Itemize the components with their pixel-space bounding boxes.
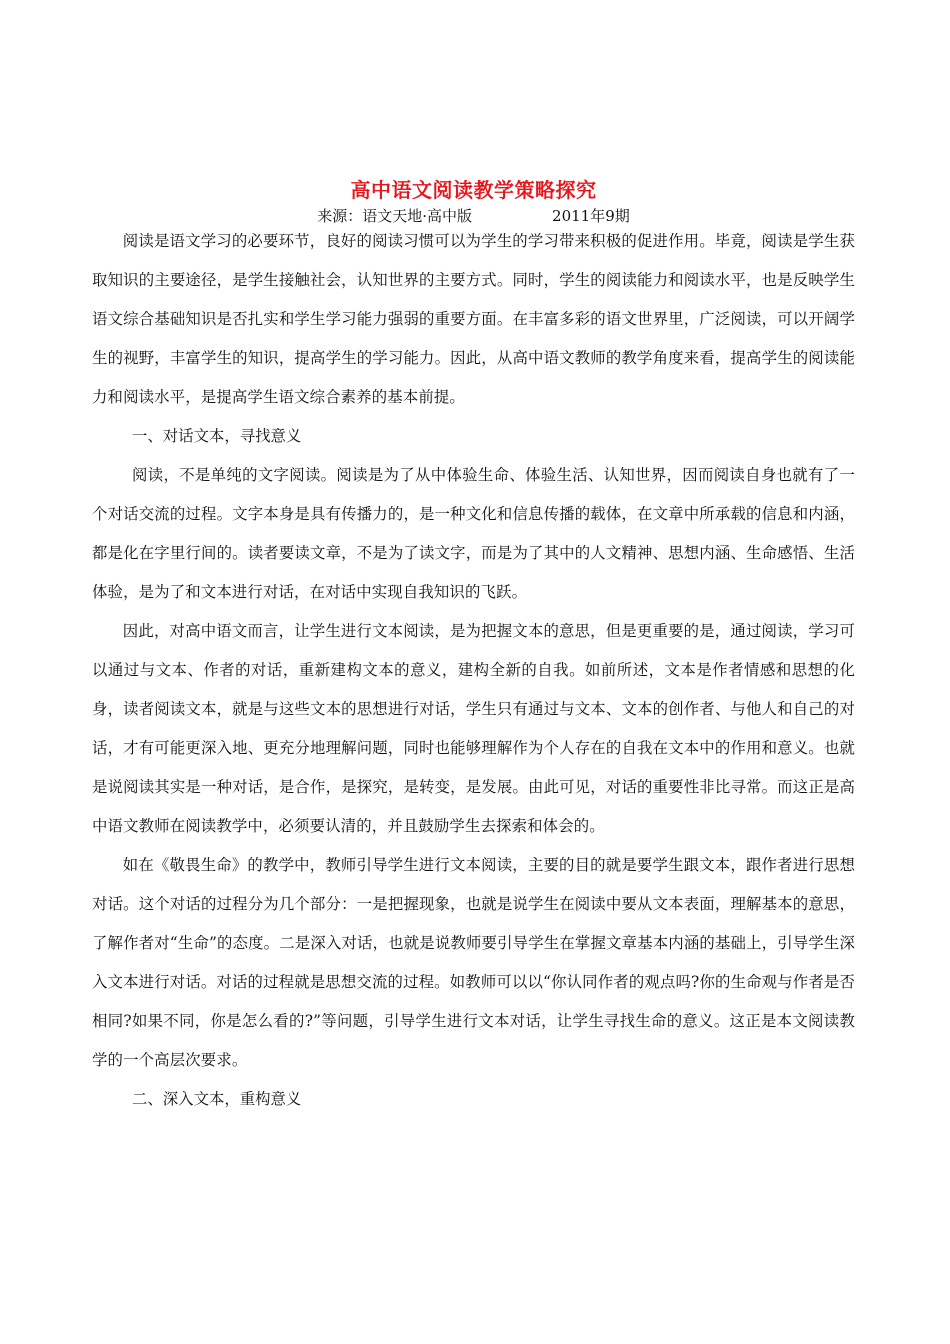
section-heading-1: 一、对话文本，寻找意义 [132,427,302,445]
document-page [92,176,855,1119]
source-label: 来源：语文天地·高中版 [317,207,473,225]
paragraph-intro: 阅读是语文学习的必要环节，良好的阅读习惯可以为学生的学习带来积极的促进作用。毕竟，阅读是学生获取知识的主要途径，是学生接触社会，认知世界的主要方式。同时，学生的阅读能力和阅读水平，也是反映学生语文综合基础知识是否扎实和学生学习能力强弱的重要方面。在丰富多彩的语文世界里，广泛阅读，可以开阔学生的视野，丰富学生的知识，提高学生的学习能力。因此，从高中语文教师的教学角度来看，提高学生的阅读能力和阅读水平，是提高学生语文综合素养的基本前提。 [92,232,855,406]
paragraph-example: 如在《敬畏生命》的教学中，教师引导学生进行文本阅读，主要的目的就是要学生跟文本，跟作者进行思想对话。这个对话的过程分为几个部分：一是把握现象，也就是说学生在阅读中要从文本表面，理解基本的意思，了解作者对“生命”的态度。二是深入对话，也就是说教师要引导学生在掌握文章基本内涵的基础上，引导学生深入文本进行对话。对话的过程就是思想交流的过程。如教师可以以“你认同作者的观点吗?你的生命观与作者是否相同?如果不同，你是怎么看的?”等问题，引导学生进行文本对话，让学生寻找生命的意义。这正是本文阅读教学的一个高层次要求。 [92,856,855,1069]
section-heading-2: 二、深入文本，重构意义 [132,1090,302,1108]
source-issue: 2011年9期 [552,207,630,225]
document-title: 高中语文阅读教学策略探究 [350,178,597,202]
paragraph-dialogue-2: 因此，对高中语文而言，让学生进行文本阅读，是为把握文本的意思，但是更重要的是，通过阅读，学习可以通过与文本、作者的对话，重新建构文本的意义，建构全新的自我。如前所述，文本是作者情感和思想的化身，读者阅读文本，就是与这些文本的思想进行对话，学生只有通过与文本、文本的创作者、与他人和自己的对话，才有可能更深入地、更充分地理解问题，同时也能够理解作为个人存在的自我在文本中的作用和意义。也就是说阅读其实是一种对话，是合作，是探究，是转变，是发展。由此可见，对话的重要性非比寻常。而这正是高中语文教师在阅读教学中，必须要认清的，并且鼓励学生去探索和体会的。 [92,622,855,835]
paragraph-dialogue-1: 阅读，不是单纯的文字阅读。阅读是为了从中体验生命、体验生活、认知世界，因而阅读自身也就有了一个对话交流的过程。文字本身是具有传播力的，是一种文化和信息传播的载体，在文章中所承载的信息和内涵，都是化在字里行间的。读者要读文章，不是为了读文字，而是为了其中的人文精神、思想内涵、生命感悟、生活体验，是为了和文本进行对话，在对话中实现自我知识的飞跃。 [92,466,855,601]
